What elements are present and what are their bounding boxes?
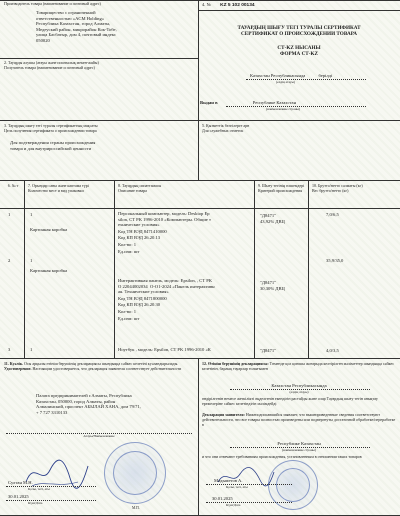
row-2-desc-line: Интерактивная панель, модель: Epsilon, , CT PK (118, 278, 213, 283)
col-packages-header (28, 183, 112, 193)
row-1-pack: Картонная коробка (30, 227, 68, 232)
col-weight-header-ru: Вес брутто/нетто (кг) (312, 188, 349, 193)
issued-country-value-ru: Республике Казахстан (252, 100, 297, 105)
producer-label: Производитель товара (наименование и почтовый адрес) (4, 1, 101, 6)
purpose-label-kz: 3. Тауардың шығу тегі туралы сертификаттың мақсаты (4, 123, 98, 128)
col-description-header-kz: 8. Тауардың сипаттамасы (118, 183, 162, 188)
row-2-desc-line: Код ТН ВЭД 8471800000 (118, 295, 167, 301)
row-1-desc-line: Код ТН ВЭД 8471410000 (118, 228, 167, 234)
applicant-country-ru: Республике Казахстан (277, 441, 321, 446)
row-3-desc-line: Ноутбук , модель: Epsilon, CT PK 1996-2010 «К (118, 347, 211, 352)
col-weight-header (312, 183, 398, 193)
cert-number-label: 4. № (202, 2, 211, 7)
applicant-date-caption: Күні/Дата (226, 503, 241, 507)
row-2-desc-line: Кол-во: 1 (118, 308, 137, 314)
producer-address-line-4: 050020 (36, 37, 50, 43)
row-3-weight: 4,0/3,5 (326, 348, 339, 353)
producer-block (36, 10, 196, 44)
applicant-rules-kz: өндірілгенін немесе жеткілікті өңделгенін екендігін растайды және олар Тауардың шығу тегін анықтау ережелеріне сәйкес келетіндігін мәлімдейді (202, 396, 378, 406)
producer-address-line-3: улица Басбатыр, дом 4, почтовый индекс (36, 32, 116, 38)
chamber-address-line: Алмалинский, проспект АБЫЛАЙ ХАНА, дом 79/71, (36, 404, 141, 410)
row-1-desc (118, 211, 254, 254)
chamber-date-caption: Күні/Дата (28, 501, 43, 505)
cert-title (200, 25, 398, 57)
row-2-pack: Картонная коробка (30, 268, 68, 273)
row-2-weight: 35,9/35,0 (326, 258, 344, 263)
applicant-head-kz: 12. Өтініш берушінің декларациясы: (202, 361, 269, 366)
row-1-desc-line: silon, CT PK 1996-2010 «Компьютеры. Общие т (118, 216, 211, 222)
row-1-criterion-code: "Д8471" (260, 213, 277, 218)
row-1-num: 1 (8, 212, 11, 217)
row-2-criterion-pct: 30,30% ДВЦ (260, 285, 285, 291)
chamber-sign-caption: Қолы, тегі, аты (28, 487, 50, 491)
row-2-desc-line: Код КП ВЭД 26.20.30 (118, 302, 161, 308)
consignee-label-ru: Получатель товара (наименование и почтовый адрес) (4, 65, 95, 70)
producer-name-line-1: Товарищество с ограниченной (36, 10, 96, 15)
applicant-declaration-ru (202, 412, 396, 427)
purpose-value (10, 140, 196, 151)
chamber-mp: М.П. (132, 506, 140, 510)
purpose-value-line-2: товара и для внутрироссийской ценности (10, 145, 92, 151)
official-marks-label-ru: Для служебных отметок (202, 128, 244, 133)
cert-number-row (202, 2, 396, 9)
col-packages-header-kz: 7. Орындар саны және каптама түрі (28, 183, 89, 188)
row-1-criterion (260, 213, 308, 224)
row-1-desc-line: Персональный компьютер, модель: Desktop Ep (118, 211, 210, 216)
chamber-address-line: Казахстан, 050000, город Алматы, район (36, 398, 116, 404)
official-marks-block (202, 123, 398, 133)
col-description-header (118, 183, 252, 193)
row-2-criterion (260, 280, 308, 291)
col-packages-header-ru: Количество мест и вид упаковки (28, 188, 84, 193)
row-3-num: 3 (8, 347, 11, 352)
producer-address-line-1: Республика Казахстан, город Алматы, (36, 21, 111, 27)
chamber-address (36, 393, 196, 415)
row-1-desc-line: ехнические условия» (118, 222, 160, 228)
applicant-declaration-kz (202, 361, 396, 371)
row-3-criterion: "Д8471" (260, 348, 277, 353)
applicant-text-kz: Төменде қол қоюшы жоғарыда келтірілген мәліметтер шындыққа сәйкес келетінін, барлық тауарлар толығымен (202, 361, 395, 371)
applicant-signer: Мадыметов А. (214, 478, 243, 483)
consignee-label-kz: 2. Тауарды алушы (атауы және поштылық мекен-жайы) (4, 60, 99, 65)
col-num-header: 6. № т (7, 183, 19, 188)
form-label-ru: ФОРМА СТ-KZ (280, 51, 318, 57)
purpose-label-ru: Цель получения сертификата о происхождении товара (4, 128, 97, 133)
col-criterion-header-ru: Критерий происхождения (258, 188, 303, 193)
row-1-criterion-pct: 43,92% ДВЦ (260, 218, 285, 224)
applicant-country-caption-ru: (наименование страны) (282, 448, 316, 452)
header-divider (198, 0, 199, 120)
certification-text-kz: Осы арқылы өтініш берушінің декларациясы шындыққа сәйкес келетіні куәландырылады. (24, 361, 179, 366)
cert-number: KZ 5 102 00134 (220, 3, 255, 8)
applicant-country-kz: Казахстан Республикасында (271, 383, 327, 388)
cert-title-ru: СЕРТИФИКАТ О ПРОИСХОЖДЕНИИ ТОВАРА (241, 31, 357, 37)
row-2-desc-line: ая. Технические условия» (118, 289, 169, 295)
certification-head-ru: Удостоверение. (4, 366, 32, 371)
issued-in-label: Выдан в (200, 100, 218, 105)
applicant-text-ru: Нижеподписавшийся заявляет, что вышеприведенные сведения соответствуют действительности, что все товары полностью произведены или подвергнуты достаточной обработке/переработке в (202, 412, 396, 427)
applicant-country-caption-kz: (елдің атауы) (289, 390, 309, 394)
official-marks-label-kz: 5. Қызметтік белгілерге арн (202, 123, 250, 128)
row-1-qty: 1 (30, 212, 33, 217)
issued-country-ru (200, 100, 396, 106)
issued-country-value-kz: Казахстан Республикасында (250, 73, 306, 78)
row-2-desc (118, 278, 254, 321)
chamber-signer: Султан М.Н. (8, 480, 33, 485)
chamber-caption: Атауы/Наименование (83, 434, 115, 438)
row-1-desc-line: Ед.изм: шт (118, 248, 140, 254)
col-criterion-header (258, 183, 306, 193)
producer-name-line-2: ответственностью «ACM Holding» (36, 15, 105, 21)
applicant-date: 30.01.2025 (212, 496, 233, 501)
row-1-weight: 7,0/6,5 (326, 212, 339, 217)
issued-country-suffix: берілді (318, 73, 333, 78)
col-weight-header-kz: 10. Брутто/нетто салмағы (кг) (312, 183, 363, 188)
chamber-address-line: + 7 727 3310133 (36, 409, 68, 415)
certification-text-ru: Настоящим удостоверяется, что декларация заявителя соответствует действительности (32, 366, 182, 371)
applicant-head-ru: Декларация заявителя: (202, 412, 245, 417)
row-3-qty: 1 (30, 347, 33, 352)
row-2-num: 2 (8, 258, 11, 263)
row-2-desc-line: Ед.изм: шт (118, 315, 140, 321)
applicant-sign-caption: Қолы, тегі, аты (226, 485, 248, 489)
cert-title-kz: ТАУАРДЫҢ ШЫҒУ ТЕГІ ТУРАЛЫ СЕРТИФИКАТ (237, 25, 361, 31)
row-1-desc-line: Кол-во: 1 (118, 241, 137, 247)
consignee-block (4, 60, 196, 70)
producer-address-line-2: Медеуский район, микрорайон Кок-Тобе, (36, 26, 117, 32)
applicant-rules-ru: и что они отвечают требованиям происхождения, установленным в отношении таких товаров (202, 454, 362, 459)
row-2-qty: 1 (30, 258, 33, 263)
purpose-block (4, 123, 196, 133)
form-label-kz: СТ-KZ НЫСАНЫ (277, 45, 321, 51)
col-criterion-header-kz: 9. Шығу тегінің өлшемдері (258, 183, 305, 188)
certification-head-kz: 11. Куәлік. (4, 361, 24, 366)
chamber-address-line: Палата предпринимателей г.Алматы, Республика (36, 393, 132, 398)
stamp-left-icon (104, 442, 166, 504)
issued-country-kz (250, 73, 396, 79)
certification-block (4, 361, 196, 371)
purpose-value-line-1: Для подтверждения страны происхождения (10, 140, 96, 145)
row-1-desc-line: Код КП ВЭД 26.20.13 (118, 235, 161, 241)
row-2-criterion-code: "Д8471" (260, 280, 277, 285)
issued-country-caption-kz: (елдің атауы) (276, 80, 296, 84)
row-2-desc-line: О 22044002034 О-О1-2024 «Панель интерактивн (118, 283, 215, 289)
col-description-header-ru: Описание товара (118, 188, 147, 193)
issued-country-caption-ru: (наименование страны) (266, 107, 300, 111)
chamber-date: 30.01.2025 (8, 494, 29, 499)
row-3-desc (118, 347, 254, 353)
